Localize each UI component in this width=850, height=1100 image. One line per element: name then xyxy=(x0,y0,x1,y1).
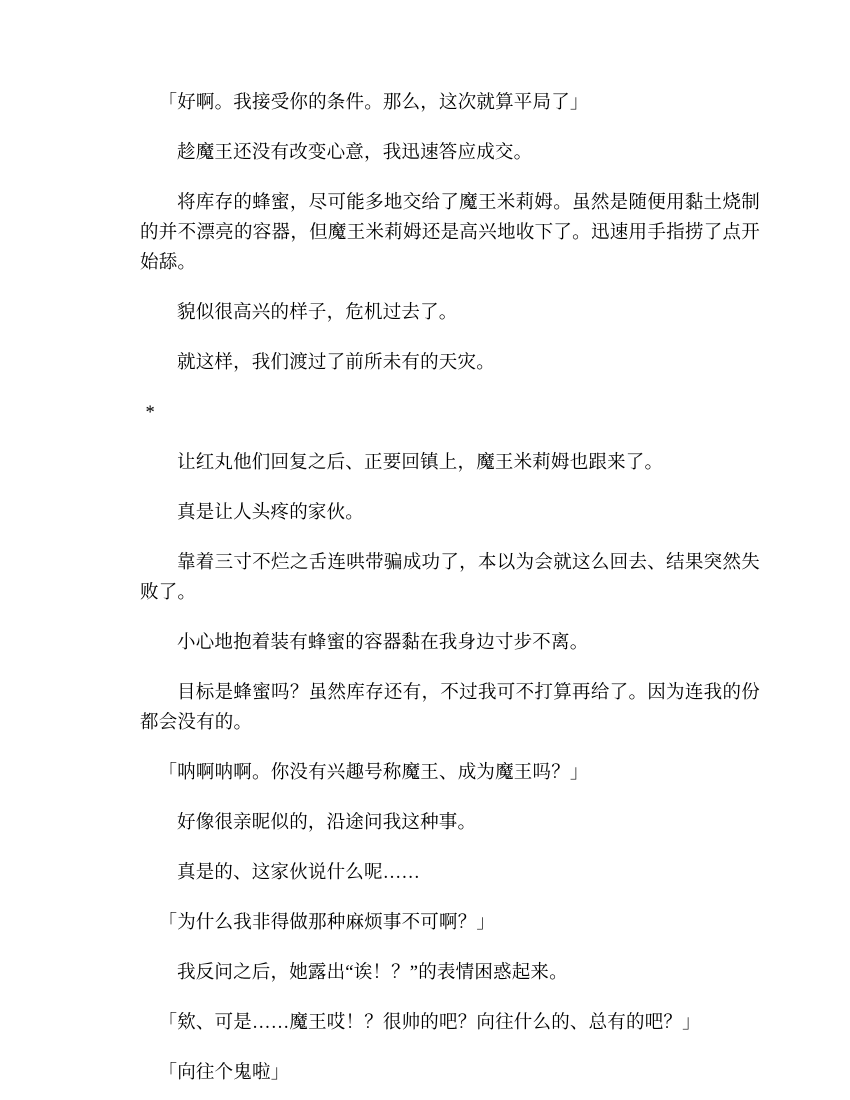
paragraph: 「好啊。我接受你的条件。那么，这次就算平局了」 xyxy=(158,93,589,113)
paragraph: 「为什么我非得做那种麻烦事不可啊？」 xyxy=(158,913,496,933)
document-body xyxy=(140,88,760,1088)
paragraph: 貌似很高兴的样子，危机过去了。 xyxy=(177,303,458,323)
paragraph: 我反问之后，她露出“诶！？”的表情困惑起来。 xyxy=(177,963,568,983)
paragraph: 将库存的蜂蜜，尽可能多地交给了魔王米莉姆。虽然是随便用黏土烧制的并不漂亮的容器，但魔王米莉姆还是高兴地收下了。迅速用手指捞了点开始舔。 xyxy=(140,193,760,273)
paragraph: 靠着三寸不烂之舌连哄带骗成功了，本以为会就这么回去、结果突然失败了。 xyxy=(140,553,760,603)
paragraph: 真是的、这家伙说什么呢…… xyxy=(177,863,421,883)
section-break-marker: * xyxy=(145,403,155,423)
paragraph: 「欸、可是……魔王哎！？很帅的吧？向往什么的、总有的吧？」 xyxy=(158,1013,701,1033)
paragraph: 「呐啊呐啊。你没有兴趣号称魔王、成为魔王吗？」 xyxy=(158,763,589,783)
paragraph: 就这样，我们渡过了前所未有的天灾。 xyxy=(177,353,495,373)
paragraph: 目标是蜂蜜吗？虽然库存还有，不过我可不打算再给了。因为连我的份都会没有的。 xyxy=(140,683,760,733)
paragraph: 好像很亲昵似的，沿途问我这种事。 xyxy=(177,813,477,833)
paragraph: 小心地抱着装有蜂蜜的容器黏在我身边寸步不离。 xyxy=(177,633,589,653)
paragraph: 让红丸他们回复之后、正要回镇上，魔王米莉姆也跟来了。 xyxy=(177,453,664,473)
paragraph: 趁魔王还没有改变心意，我迅速答应成交。 xyxy=(177,143,533,163)
paragraph: 真是让人头疼的家伙。 xyxy=(177,503,365,523)
paragraph: 「向往个鬼啦」 xyxy=(158,1063,290,1083)
